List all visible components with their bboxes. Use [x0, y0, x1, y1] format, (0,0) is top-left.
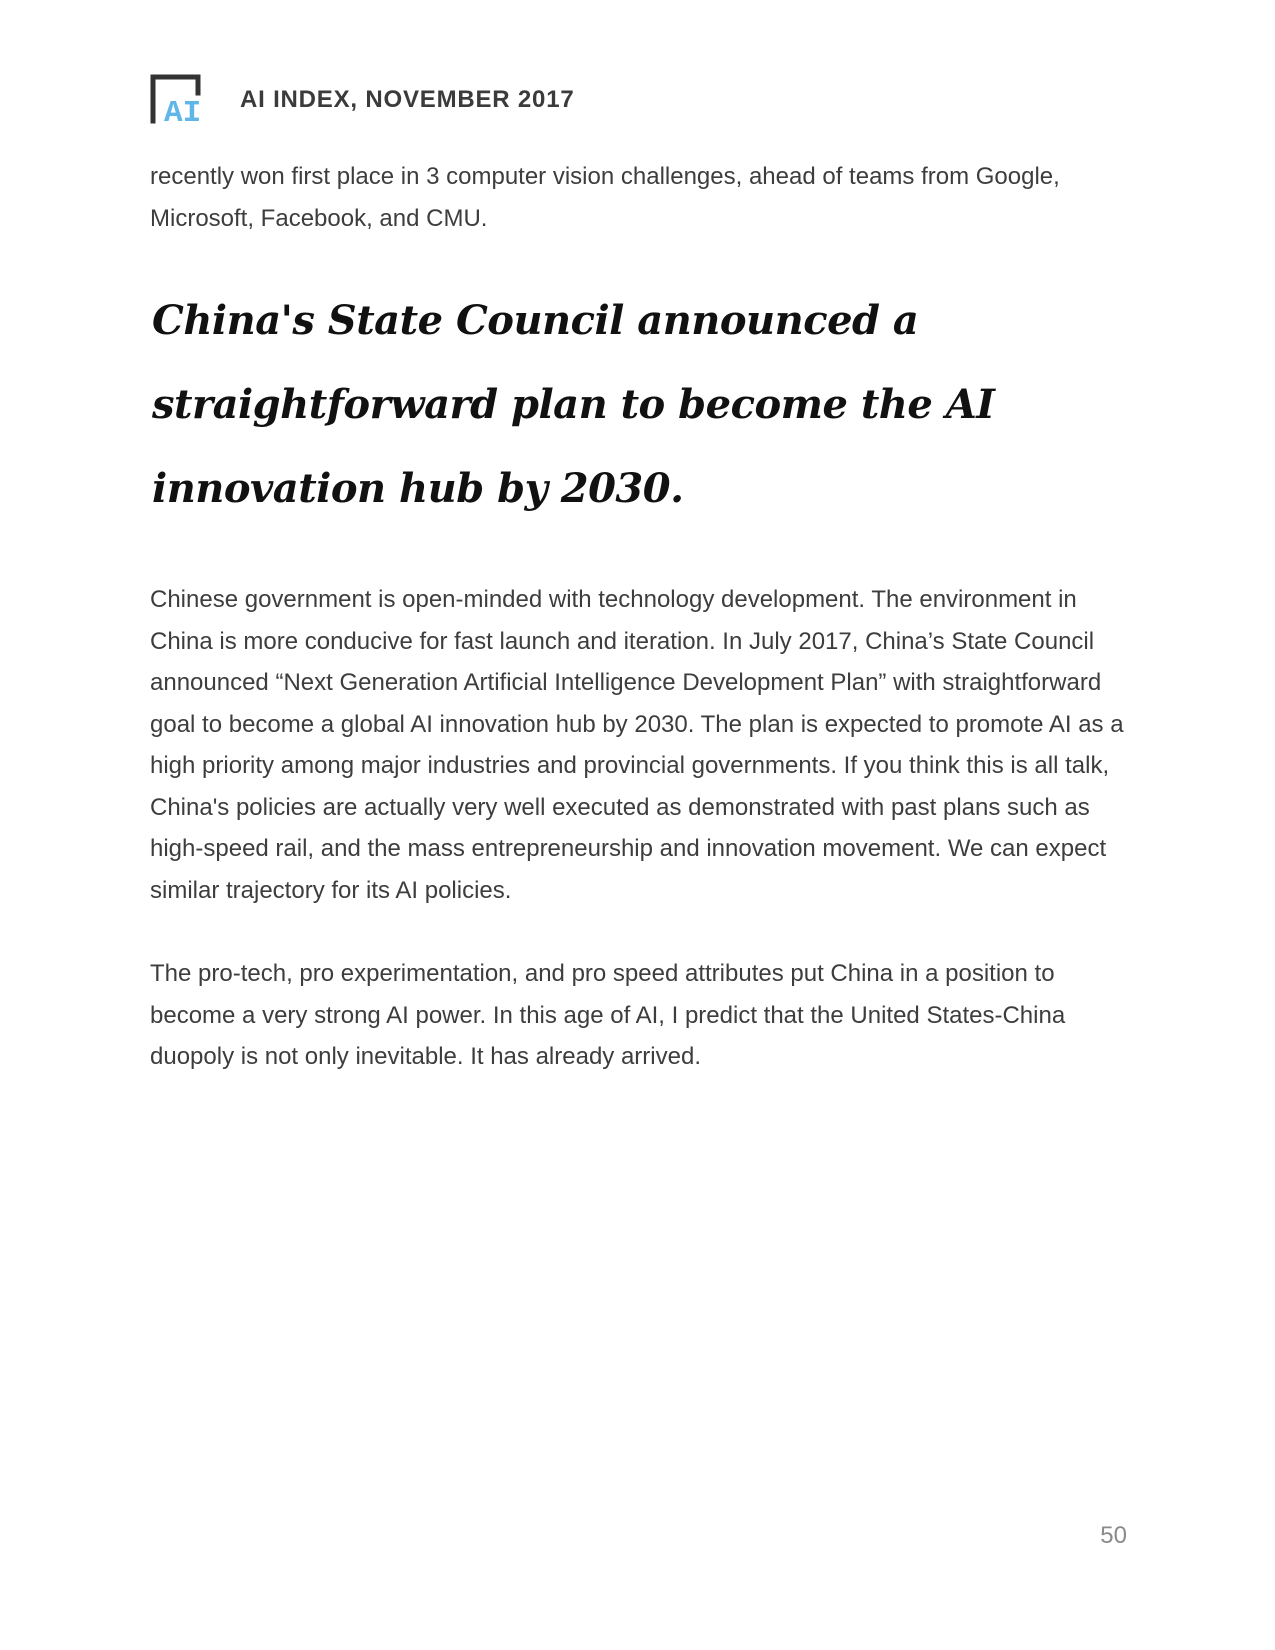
- page-number: 50: [1100, 1522, 1127, 1549]
- page-content: [150, 156, 1135, 1078]
- ai-index-logo-icon: [150, 74, 206, 124]
- page-header: [150, 74, 575, 124]
- document-title: AI INDEX, NOVEMBER 2017: [240, 86, 575, 113]
- lead-paragraph: recently won first place in 3 computer vision challenges, ahead of teams from Google, Microsoft, Facebook, and CMU.: [150, 163, 1060, 232]
- body-paragraph-2: The pro-tech, pro experimentation, and pro speed attributes put China in a position to become a very strong AI power. In this age of AI, I predict that the United States-China duopoly is not only inevitable. It has already arrived.: [150, 960, 1066, 1070]
- body-paragraph-1: Chinese government is open-minded with technology development. The environment in China is more conducive for fast launch and iteration. In July 2017, China’s State Council announced “Next Generation Artificial Intelligence Development Plan” with straightforward goal to become a global AI innovation hub by 2030. The plan is expected to promote AI as a high priority among major industries and provincial governments. If you think this is all talk, China's policies are actually very well executed as demonstrated with past plans such as high-speed rail, and the mass entrepreneurship and innovation movement. We can expect similar trajectory for its AI policies.: [150, 586, 1124, 904]
- logo-text: AI: [164, 96, 202, 124]
- pull-quote: China's State Council announced a straightforward plan to become the AI innovation hub by 2030.: [152, 297, 995, 512]
